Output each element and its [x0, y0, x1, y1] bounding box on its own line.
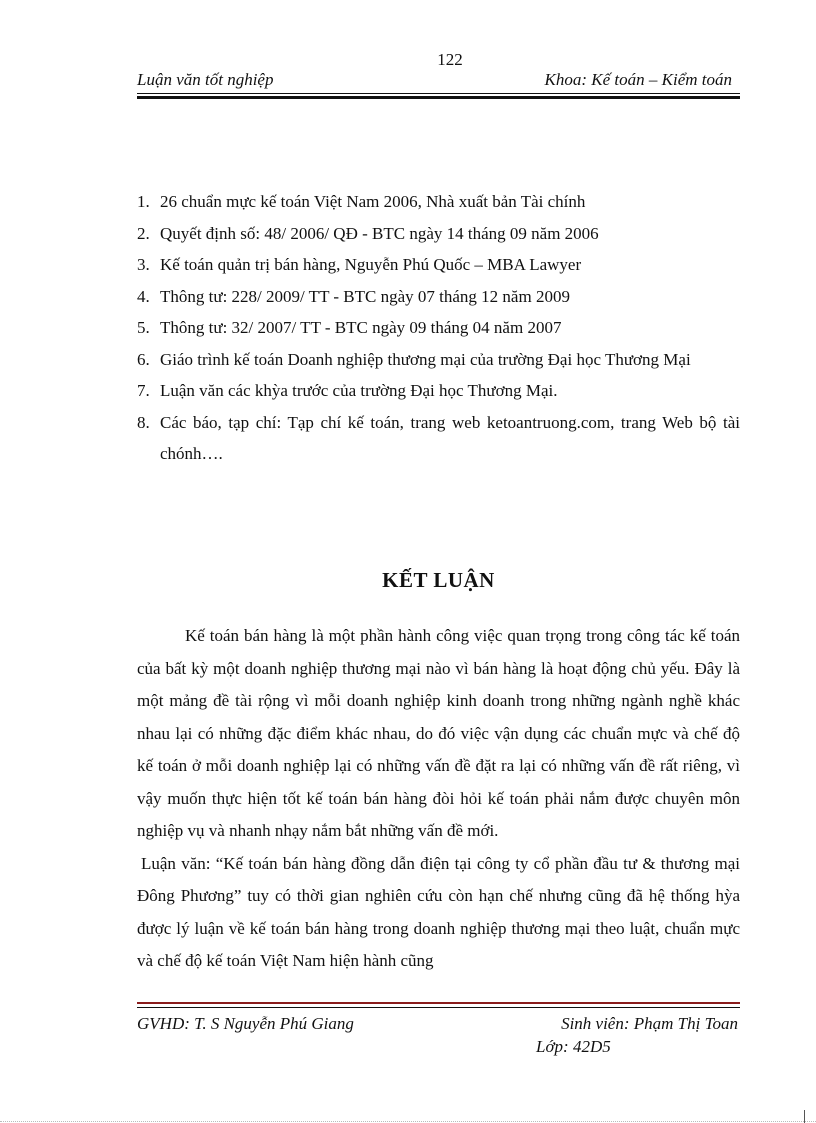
header-thesis-label: Luận văn tốt nghiệp [137, 70, 274, 89]
reference-number: 6. [137, 349, 150, 369]
reference-number: 7. [137, 381, 150, 400]
reference-item [137, 249, 740, 281]
reference-number: 5. [137, 318, 150, 337]
footer-rule-red [137, 1002, 740, 1004]
reference-item [137, 375, 740, 407]
footer-class: Lớp: 42D5 [536, 1037, 611, 1056]
footer-rule-thin [137, 1007, 740, 1008]
reference-text: Giáo trình kế toán Doanh nghiệp thương mại của trường Đại học Thương Mại [160, 349, 691, 369]
reference-text: Kế toán quản trị bán hàng, Nguyễn Phú Quốc – MBA Lawyer [160, 255, 582, 274]
reference-item [137, 218, 740, 250]
footer-advisor: GVHD: T. S Nguyễn Phú Giang [137, 1014, 354, 1033]
reference-number: 1. [137, 192, 150, 211]
reference-text: Luận văn các khỳa trước của trường Đại học Thương Mại. [160, 381, 558, 400]
reference-item [137, 281, 740, 313]
reference-text: Các báo, tạp chí: Tạp chí kế toán, trang web ketoantruong.com, trang Web bộ tài chónh…. [160, 412, 740, 463]
page-corner-mark [804, 1110, 805, 1123]
reference-list [137, 186, 740, 470]
header-faculty-label: Khoa: Kế toán – Kiểm toán [544, 70, 732, 89]
page-number: 122 [437, 50, 463, 69]
reference-item [137, 312, 740, 344]
reference-item [137, 186, 740, 218]
reference-number: 8. [137, 412, 150, 432]
conclusion-body [137, 620, 740, 978]
footer-student: Sinh viên: Phạm Thị Toan [561, 1014, 738, 1033]
conclusion-title: KẾT LUẬN [382, 568, 495, 592]
reference-text: Thông tư: 228/ 2009/ TT - BTC ngày 07 tháng 12 năm 2009 [160, 286, 570, 306]
conclusion-paragraph: Kế toán bán hàng là một phần hành công việc quan trọng trong công tác kế toán của bất kỳ một doanh nghiệp thương mại nào vì bán hàng là hoạt động chủ yếu. Đây là một mảng đề tài rộng vì mỗi doanh nghiệp kinh doanh trong những ngành nghề khác nhau lại có những đặc điểm khác nhau, do đó việc vận dụng các chuẩn mực và chế độ kế toán ở mỗi doanh nghiệp lại có những vấn đề đặt ra lại có những vấn đề rất riêng, vì vậy muốn thực hiện tốt kế toán bán hàng đòi hỏi kế toán phải nắm được chuyên môn nghiệp vụ và nhanh nhạy nắm bắt những vấn đề mới. [137, 626, 740, 840]
reference-number: 3. [137, 255, 150, 274]
reference-text: Quyết định số: 48/ 2006/ QĐ - BTC ngày 14 tháng 09 năm 2006 [160, 223, 599, 243]
reference-text: 26 chuẩn mực kế toán Việt Nam 2006, Nhà xuất bản Tài chính [160, 192, 586, 211]
conclusion-paragraph: Luận văn: “Kế toán bán hàng đồng dẫn điện tại công ty cổ phần đầu tư & thương mại Đông Phương” tuy có thời gian nghiên cứu còn hạn chế nhưng cũng đã hệ thống hỳa được lý luận về kế toán bán hàng trong doanh nghiệp thương mại theo luật, chuẩn mực và chế độ kế toán Việt Nam hiện hành cũng [137, 853, 740, 970]
reference-item [137, 344, 740, 376]
page-edge-divider [0, 1121, 816, 1122]
reference-number: 2. [137, 223, 150, 243]
header-rule-thin [137, 93, 740, 94]
reference-text: Thông tư: 32/ 2007/ TT - BTC ngày 09 tháng 04 năm 2007 [160, 318, 562, 337]
reference-number: 4. [137, 286, 150, 306]
header-rule-thick [137, 96, 740, 99]
reference-item [137, 407, 740, 470]
